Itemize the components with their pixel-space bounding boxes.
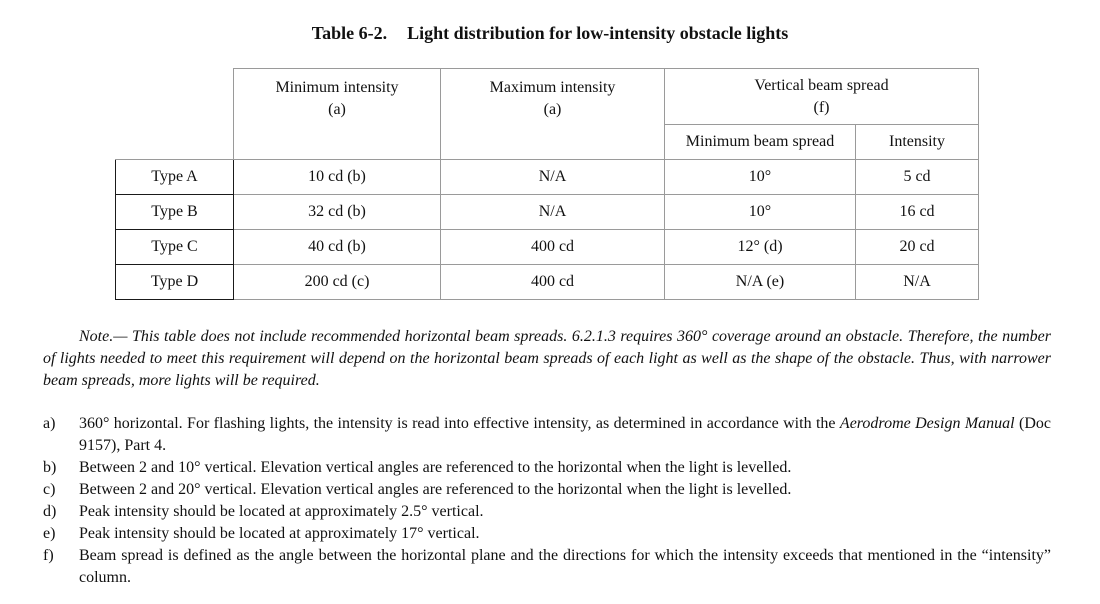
- header-max-intensity-label: Maximum intensity: [489, 79, 616, 96]
- footnote-text: Between 2 and 20° vertical. Elevation vertical angles are referenced to the horizontal when the light is levelled.: [79, 481, 792, 498]
- intensity-cell: 16 cd: [856, 195, 979, 230]
- header-min-intensity-label: Minimum intensity: [275, 79, 399, 96]
- footnote-reference-title: Aerodrome Design Manual: [839, 415, 1015, 432]
- footnote-mark: f): [43, 547, 54, 564]
- header-intensity: Intensity: [856, 125, 979, 160]
- footnote-d: [43, 501, 1051, 523]
- footnote-mark: e): [43, 525, 56, 542]
- header-minimum-intensity: [234, 69, 441, 160]
- footnote-c: [43, 479, 1051, 501]
- table-row-type-a: [116, 160, 979, 195]
- footnote-text: Peak intensity should be located at approximately 2.5° vertical.: [79, 503, 484, 520]
- footnote-e: [43, 523, 1051, 545]
- intensity-cell: 20 cd: [856, 230, 979, 265]
- header-vertical-beam-spread: [665, 69, 979, 125]
- footnote-text: 360° horizontal. For flashing lights, the intensity is read into effective intensity, as determined in accordance with the: [79, 415, 840, 432]
- min-beam-spread-cell: 12° (d): [665, 230, 856, 265]
- header-maximum-intensity: [441, 69, 665, 160]
- type-cell: Type B: [116, 195, 234, 230]
- header-min-intensity-ref: (a): [328, 101, 346, 118]
- header-minimum-beam-spread: Minimum beam spread: [665, 125, 856, 160]
- header-vbs-ref: (f): [813, 98, 830, 116]
- min-beam-spread-cell: 10°: [665, 160, 856, 195]
- min-intensity-cell: 40 cd (b): [234, 230, 441, 265]
- table-note: Note.— This table does not include recommended horizontal beam spreads. 6.2.1.3 requires 360° coverage around an obstacle. Therefore, the number of lights needed to meet this requirement will depend on the horizontal beam spreads of each light as well as the shape of the obstacle. Thus, with narrower beam spreads, more lights will be required.: [43, 328, 1051, 389]
- max-intensity-cell: N/A: [441, 195, 665, 230]
- footnote-mark: d): [43, 503, 57, 520]
- footnote-text-end: (Doc 9157), Part 4.: [79, 415, 1052, 454]
- footnote-mark: c): [43, 481, 56, 498]
- footnote-b: [43, 457, 1051, 479]
- min-intensity-cell: 200 cd (c): [234, 265, 441, 300]
- footnote-text: Beam spread is defined as the angle between the horizontal plane and the directions for which the intensity exceeds that mentioned in the “intensity” column.: [79, 547, 1051, 586]
- min-beam-spread-cell: 10°: [665, 195, 856, 230]
- footnote-mark: b): [43, 459, 57, 476]
- type-cell: Type C: [116, 230, 234, 265]
- footnote-text: Between 2 and 10° vertical. Elevation vertical angles are referenced to the horizontal when the light is levelled.: [79, 459, 792, 476]
- table-header-row: [116, 69, 979, 125]
- min-intensity-cell: 32 cd (b): [234, 195, 441, 230]
- min-intensity-cell: 10 cd (b): [234, 160, 441, 195]
- intensity-cell: 5 cd: [856, 160, 979, 195]
- footnotes-list: [43, 413, 1051, 589]
- table-row-type-c: [116, 230, 979, 265]
- footnote-a: [43, 413, 1051, 457]
- header-max-intensity-ref: (a): [543, 101, 562, 118]
- footnote-mark: a): [43, 415, 56, 432]
- intensity-cell: N/A: [856, 265, 979, 300]
- table-row-type-d: [116, 265, 979, 300]
- max-intensity-cell: N/A: [441, 160, 665, 195]
- blank-corner-cell: [116, 69, 234, 160]
- footnote-f: [43, 545, 1051, 589]
- min-beam-spread-cell: N/A (e): [665, 265, 856, 300]
- header-vbs-label: Vertical beam spread: [754, 76, 889, 94]
- max-intensity-cell: 400 cd: [441, 230, 665, 265]
- table-number: Table 6-2.: [311, 23, 388, 43]
- type-cell: Type A: [116, 160, 234, 195]
- max-intensity-cell: 400 cd: [441, 265, 665, 300]
- table-row-type-b: [116, 195, 979, 230]
- type-cell: Type D: [116, 265, 234, 300]
- light-distribution-table: [115, 68, 979, 300]
- table-title: [0, 20, 1100, 46]
- footnote-text: Peak intensity should be located at approximately 17° vertical.: [79, 525, 480, 542]
- table-title-text: Light distribution for low-intensity obstacle lights: [407, 23, 789, 43]
